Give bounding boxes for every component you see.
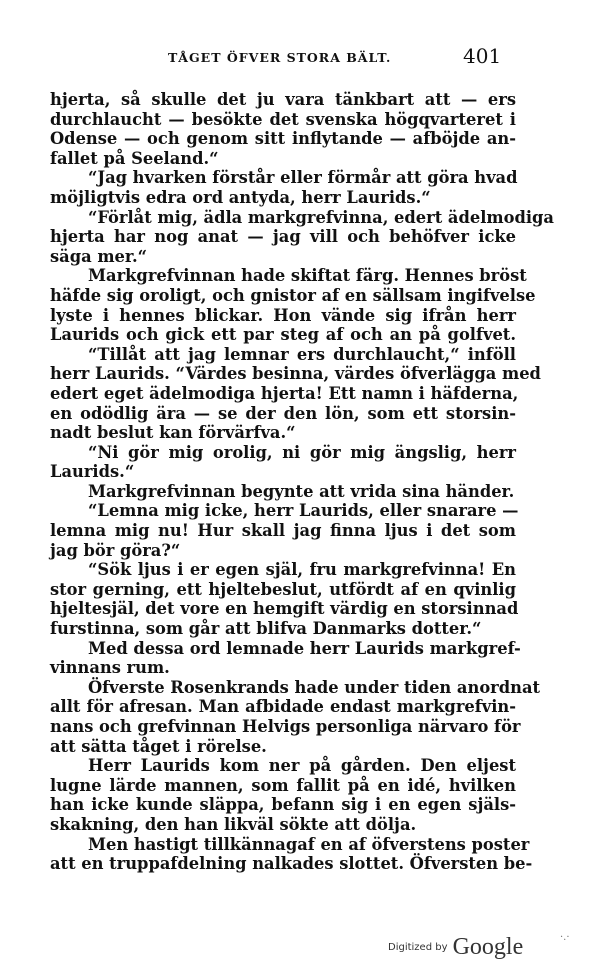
text-line: Laurids.“ bbox=[50, 462, 135, 482]
text-line: edert eget ädelmodiga hjerta! Ett namn i häfderna, bbox=[50, 383, 519, 403]
text-line: skakning, den han likväl sökte att dölja. bbox=[50, 814, 417, 834]
text-line: han icke kunde släppa, befann sig i en egen själs- bbox=[50, 795, 516, 815]
text-line: “Ni gör mig orolig, ni gör mig ängslig, herr bbox=[88, 442, 516, 462]
text-line: att en truppafdelning nalkades slottet. Öfversten be- bbox=[50, 854, 533, 874]
text-line: hjerta, så skulle det ju vara tänkbart att — ers bbox=[50, 90, 516, 109]
text-line: Herr Laurids kom ner på gården. Den eljest bbox=[88, 756, 516, 776]
text-line: stor gerning, ett hjeltebeslut, utfördt af en qvinlig bbox=[50, 579, 516, 599]
text-line: “Sök ljus i er egen själ, fru markgrefvinna! En bbox=[88, 560, 516, 580]
text-line: häfde sig oroligt, och gnistor af en sällsam ingifvelse bbox=[50, 285, 536, 305]
body-text bbox=[50, 90, 554, 874]
stray-speck: ·.· bbox=[560, 932, 570, 943]
text-line: lemna mig nu! Hur skall jag finna ljus i det som bbox=[50, 521, 516, 541]
text-line: jag bör göra?“ bbox=[50, 540, 181, 560]
page-number: 401 bbox=[463, 44, 502, 68]
text-line: “Lemna mig icke, herr Laurids, eller snarare — bbox=[88, 501, 519, 521]
text-line: “Jag hvarken förstår eller förmår att göra hvad bbox=[88, 168, 518, 188]
text-line: allt för afresan. Man afbidade endast markgrefvin- bbox=[50, 697, 516, 717]
google-logo: Google bbox=[452, 934, 524, 960]
text-line: Men hastigt tillkännagaf en af öfverstens poster bbox=[88, 834, 530, 854]
text-line: “Tillåt att jag lemnar ers durchlaucht,“ inföll bbox=[88, 344, 516, 364]
text-line: lyste i hennes blickar. Hon vände sig ifrån herr bbox=[50, 305, 516, 325]
text-line: durchlaucht — besökte det svenska högqvarteret i bbox=[50, 109, 516, 129]
text-line: furstinna, som går att blifva Danmarks dotter.“ bbox=[50, 619, 482, 639]
text-line: Laurids och gick ett par steg af och an på golfvet. bbox=[50, 325, 516, 345]
text-line: herr Laurids. “Värdes besinna, värdes öfverlägga med bbox=[50, 364, 541, 384]
text-line: “Förlåt mig, ädla markgrefvinna, edert ädelmodiga bbox=[88, 207, 554, 227]
text-line: hjeltesjäl, det vore en hemgift värdig en storsinnad bbox=[50, 599, 519, 619]
text-line: Markgrefvinnan hade skiftat färg. Hennes bröst bbox=[88, 266, 527, 286]
text-line: fallet på Seeland.“ bbox=[50, 148, 219, 168]
text-line: möjligtvis edra ord antyda, herr Laurids.“ bbox=[50, 187, 431, 207]
text-line: en odödlig ära — se der den lön, som ett storsin- bbox=[50, 403, 516, 423]
text-line: nadt beslut kan förvärfva.“ bbox=[50, 423, 296, 443]
text-line: säga mer.“ bbox=[50, 246, 148, 266]
text-line: Öfverste Rosenkrands hade under tiden anordnat bbox=[88, 677, 541, 697]
text-line: Markgrefvinnan begynte att vrida sina händer. bbox=[88, 481, 515, 501]
text-line: hjerta har nog anat — jag vill och behöfver icke bbox=[50, 227, 516, 247]
text-line: Odense — och genom sitt inflytande — afböjde an- bbox=[50, 129, 516, 149]
text-line: Med dessa ord lemnade herr Laurids markgref- bbox=[88, 638, 521, 658]
text-line: att sätta tåget i rörelse. bbox=[50, 736, 267, 756]
text-line: lugne lärde mannen, som fallit på en idé, hvilken bbox=[50, 775, 516, 795]
text-line: vinnans rum. bbox=[50, 658, 170, 678]
page-header bbox=[0, 0, 600, 80]
digitized-by-google-watermark bbox=[388, 934, 523, 961]
running-title: TÅGET ÖFVER STORA BÄLT. bbox=[168, 50, 392, 65]
text-line: nans och grefvinnan Helvigs personliga närvaro för bbox=[50, 717, 521, 736]
digitized-by-label: Digitized by bbox=[388, 942, 448, 953]
